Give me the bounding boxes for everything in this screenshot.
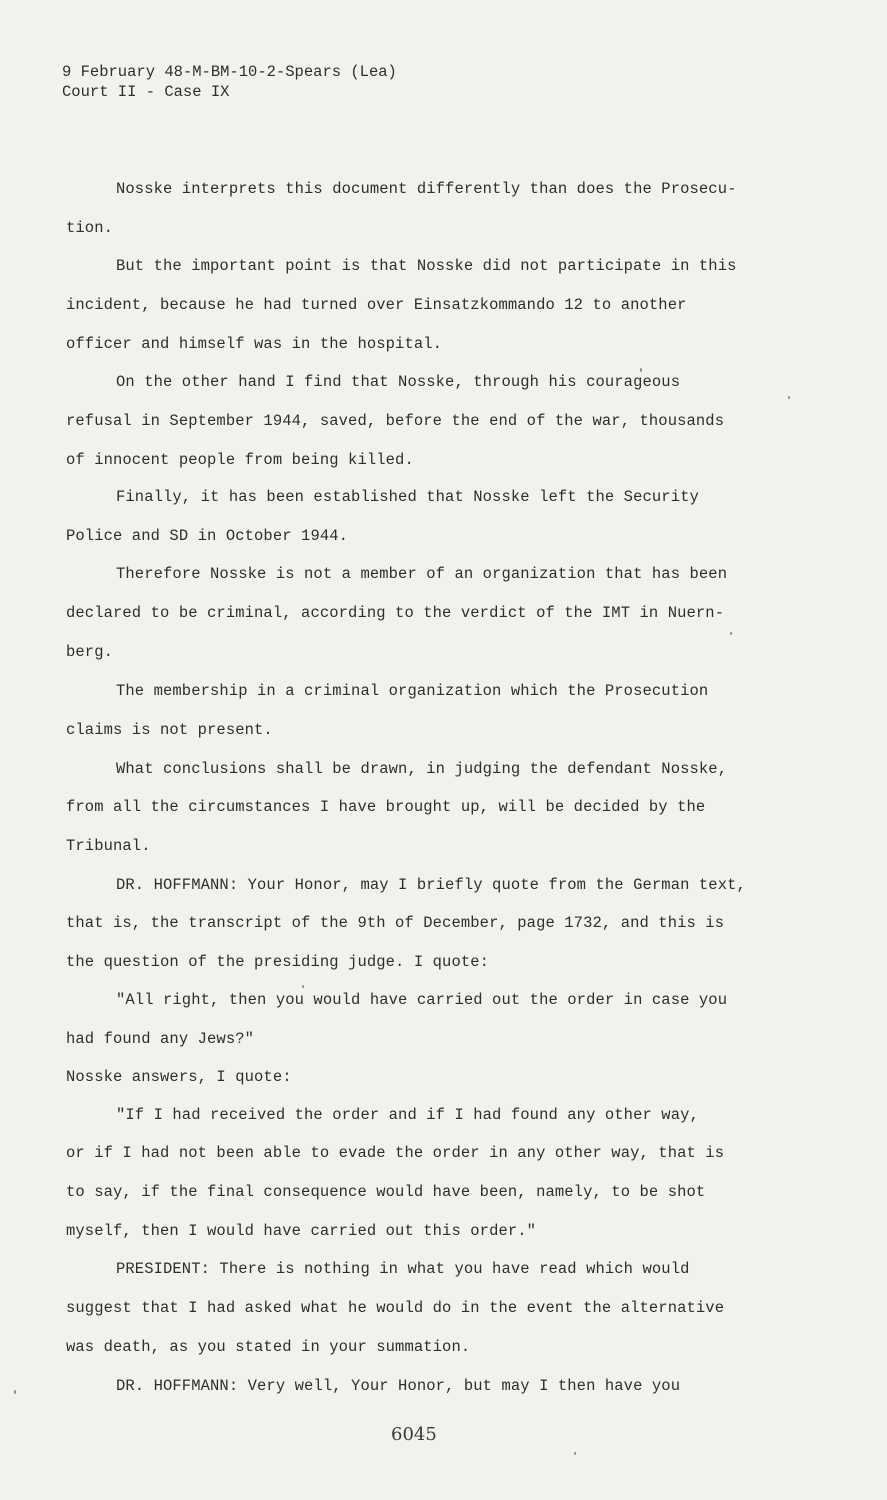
body-line: Finally, it has been established that Nosske left the Security — [116, 488, 699, 506]
body-line: to say, if the final consequence would have been, namely, to be shot — [66, 1183, 706, 1201]
body-line: The membership in a criminal organization which the Prosecution — [116, 682, 709, 700]
body-line: the question of the presiding judge. I quote: — [66, 953, 490, 971]
body-line: declared to be criminal, according to the verdict of the IMT in Nuern- — [66, 604, 725, 622]
header-line-court: Court II - Case IX — [62, 83, 230, 101]
body-line: Tribunal. — [66, 837, 151, 855]
body-line: myself, then I would have carried out this order." — [66, 1222, 537, 1240]
body-line: DR. HOFFMANN: Your Honor, may I briefly quote from the German text, — [116, 876, 746, 894]
body-line: incident, because he had turned over Einsatzkommando 12 to another — [66, 296, 687, 314]
paper-speck — [730, 632, 732, 635]
header-line-date: 9 February 48-M-BM-10-2-Spears (Lea) — [62, 63, 397, 81]
body-line: suggest that I had asked what he would do in the event the alternative — [66, 1299, 725, 1317]
body-line: But the important point is that Nosske did not participate in this — [116, 257, 737, 275]
paper-speck — [14, 1390, 16, 1394]
paper-speck — [640, 368, 642, 372]
body-line: refusal in September 1944, saved, before the end of the war, thousands — [66, 412, 725, 430]
body-line: or if I had not been able to evade the order in any other way, that is — [66, 1144, 725, 1162]
body-line: What conclusions shall be drawn, in judging the defendant Nosske, — [116, 760, 728, 778]
body-line: Police and SD in October 1944. — [66, 527, 349, 545]
body-line: from all the circumstances I have brought up, will be decided by the — [66, 798, 706, 816]
body-line: PRESIDENT: There is nothing in what you have read which would — [116, 1260, 690, 1278]
body-line: had found any Jews?" — [66, 1030, 255, 1048]
body-line: Therefore Nosske is not a member of an organization that has been — [116, 565, 728, 583]
document-header — [62, 62, 397, 102]
body-line: of innocent people from being killed. — [66, 451, 414, 469]
paper-speck — [788, 396, 790, 399]
paper-speck — [574, 1452, 576, 1455]
body-line: tion. — [66, 219, 114, 237]
body-line: that is, the transcript of the 9th of December, page 1732, and this is — [66, 914, 725, 932]
body-line: was death, as you stated in your summation. — [66, 1338, 471, 1356]
body-line: claims is not present. — [66, 721, 273, 739]
body-line: officer and himself was in the hospital. — [66, 335, 443, 353]
body-line: "All right, then you would have carried out the order in case you — [116, 991, 728, 1009]
page-number: 6045 — [391, 1424, 437, 1445]
paper-speck — [302, 985, 304, 988]
body-line: On the other hand I find that Nosske, through his courageous — [116, 373, 681, 391]
body-line: DR. HOFFMANN: Very well, Your Honor, but may I then have you — [116, 1377, 681, 1395]
body-line: Nosske interprets this document differently than does the Prosecu- — [116, 180, 737, 198]
body-line: Nosske answers, I quote: — [66, 1068, 292, 1086]
body-line: berg. — [66, 643, 114, 661]
body-line: "If I had received the order and if I had found any other way, — [116, 1106, 699, 1124]
